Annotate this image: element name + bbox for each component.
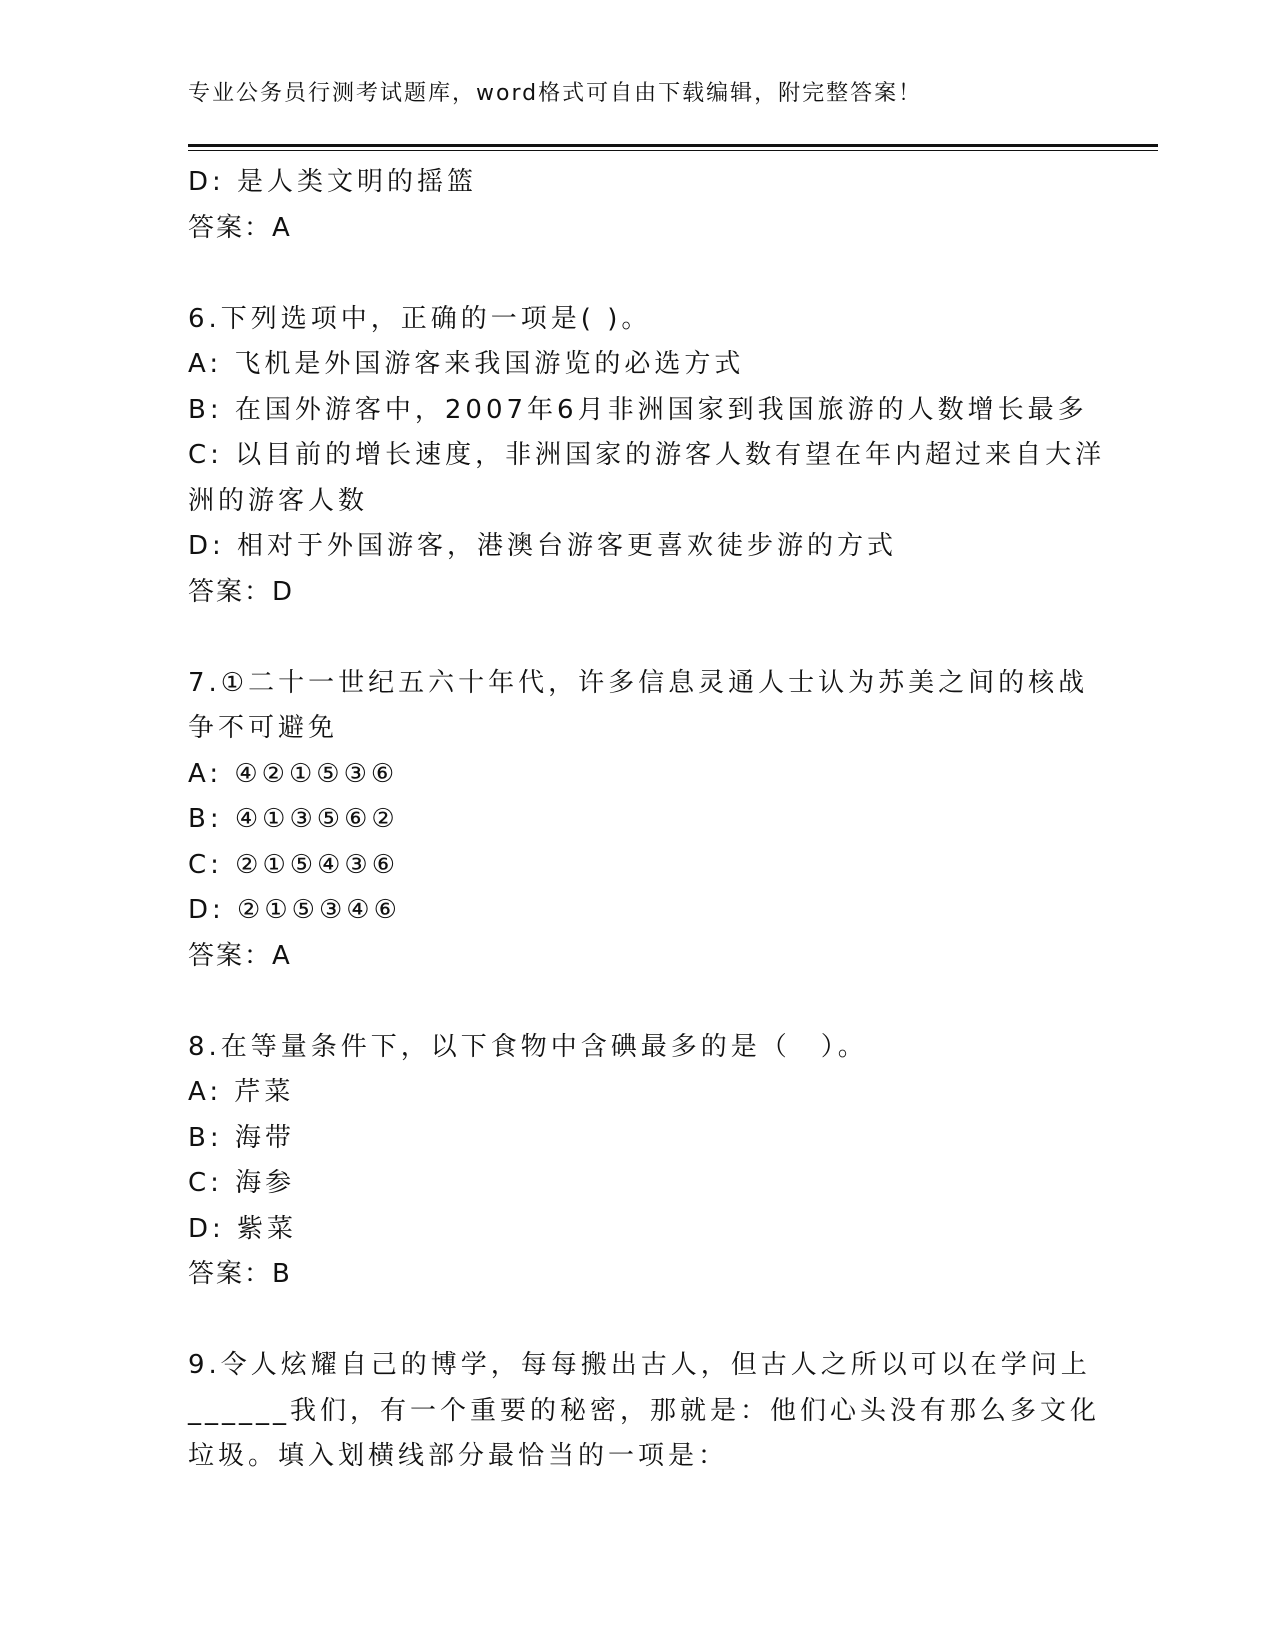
option-line: C: ②①⑤④③⑥ bbox=[188, 849, 400, 880]
option-line: B: ④①③⑤⑥② bbox=[188, 804, 399, 834]
answer-line: 答案：A bbox=[188, 940, 292, 971]
question-block-7 bbox=[188, 661, 1088, 980]
option-line: B: 在国外游客中，2007年6月非洲国家到我国旅游的人数增长最多 bbox=[188, 394, 1088, 425]
option-line: A: ④②①⑤③⑥ bbox=[188, 758, 399, 789]
option-line: C: 以目前的增长速度，非洲国家的游客人数有望在年内超过来自大洋 bbox=[188, 440, 1106, 470]
header-rule-thick bbox=[188, 144, 1158, 147]
header-rule-thin bbox=[188, 150, 1158, 151]
option-line-continued: 洲的游客人数 bbox=[188, 485, 369, 516]
answer-line: 答案：D bbox=[188, 576, 295, 607]
question-stem: 6.下列选项中，正确的一项是( )。 bbox=[188, 303, 652, 334]
answer-line: 答案：A bbox=[188, 212, 292, 243]
question-stem: 7.①二十一世纪五六十年代，许多信息灵通人士认为苏美之间的核战 bbox=[188, 667, 1089, 698]
question-block-5 bbox=[188, 160, 1088, 251]
option-line: A: 芹菜 bbox=[188, 1077, 295, 1107]
option-line: C: 海参 bbox=[188, 1168, 296, 1198]
question-stem-continued: 垃圾。填入划横线部分最恰当的一项是： bbox=[188, 1441, 729, 1471]
block-spacer bbox=[188, 979, 1088, 1025]
block-spacer bbox=[188, 615, 1088, 661]
option-line: D: ②①⑤③④⑥ bbox=[188, 895, 401, 925]
answer-line: 答案：B bbox=[188, 1259, 292, 1289]
question-stem-continued: 争不可避免 bbox=[188, 713, 339, 743]
question-stem: 9.令人炫耀自己的博学，每每搬出古人，但古人之所以可以在学问上 bbox=[188, 1350, 1091, 1380]
question-block-9 bbox=[188, 1343, 1101, 1480]
option-line: B: 海带 bbox=[188, 1122, 295, 1153]
question-block-8 bbox=[188, 1025, 1088, 1298]
option-line: A: 飞机是外国游客来我国游览的必选方式 bbox=[188, 349, 745, 379]
option-line: D: 相对于外国游客，港澳台游客更喜欢徒步游的方式 bbox=[188, 531, 898, 561]
question-content bbox=[188, 160, 1106, 1480]
question-stem: 8.在等量条件下，以下食物中含碘最多的是（ ）。 bbox=[188, 1031, 868, 1062]
block-spacer bbox=[188, 1298, 1088, 1344]
option-line: D: 是人类文明的摇篮 bbox=[188, 167, 478, 197]
option-line: D: 紫菜 bbox=[188, 1213, 298, 1244]
page-header: 专业公务员行测考试题库，word格式可自由下载编辑，附完整答案！ bbox=[188, 81, 923, 106]
question-stem-continued: ______我们，有一个重要的秘密，那就是：他们心头没有那么多文化 bbox=[188, 1395, 1101, 1426]
block-spacer bbox=[188, 251, 1088, 297]
question-block-6 bbox=[188, 297, 1106, 616]
